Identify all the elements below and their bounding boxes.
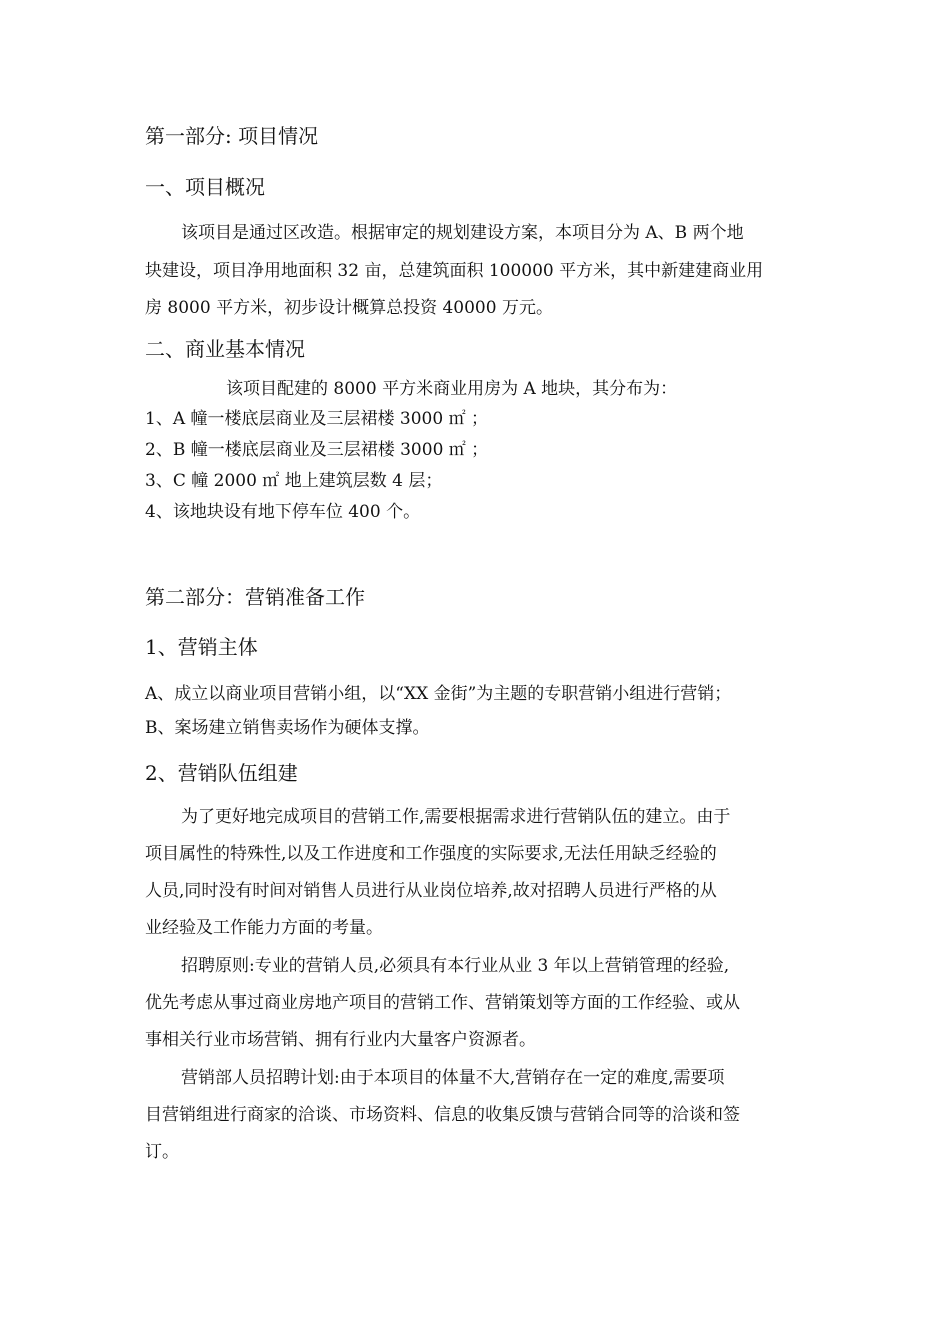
paragraph-line: 人员,同时没有时间对销售人员进行从业岗位培养,故对招聘人员进行严格的从 (145, 881, 717, 901)
part1-title: 第一部分: 项目情况 (145, 124, 319, 148)
list-item: 4、该地块设有地下停车位 400 个。 (145, 502, 421, 522)
paragraph-line: 优先考虑从事过商业房地产项目的营销工作、营销策划等方面的工作经验、或从 (145, 993, 740, 1013)
paragraph-line: 营销部人员招聘计划:由于本项目的体量不大,营销存在一定的难度,需要项 (181, 1068, 725, 1088)
paragraph-line: 目营销组进行商家的洽谈、市场资料、信息的收集反馈与营销合同等的洽谈和签 (145, 1105, 740, 1125)
section-heading-business-basics: 二、商业基本情况 (145, 337, 305, 361)
paragraph-line: 房 8000 平方米，初步设计概算总投资 40000 万元。 (145, 298, 553, 318)
list-item: 3、C 幢 2000 ㎡ 地上建筑层数 4 层； (145, 471, 443, 491)
list-item: 1、A 幢一楼底层商业及三层裙楼 3000 ㎡ ； (145, 409, 488, 429)
paragraph-line: 事相关行业市场营销、拥有行业内大量客户资源者。 (145, 1030, 536, 1050)
list-item: 2、B 幢一楼底层商业及三层裙楼 3000 ㎡ ； (145, 440, 489, 460)
part2-title: 第二部分：营销准备工作 (145, 585, 365, 609)
paragraph-line: 招聘原则:专业的营销人员,必须具有本行业从业 3 年以上营销管理的经验, (181, 956, 730, 976)
section-heading-marketing-team: 2、营销队伍组建 (145, 761, 298, 785)
paragraph-line: 块建设，项目净用地面积 32 亩，总建筑面积 100000 平方米，其中新建建商业用 (145, 261, 764, 281)
paragraph-line: 该项目配建的 8000 平方米商业用房为 A 地块，其分布为： (226, 379, 678, 399)
section-heading-project-overview: 一、项目概况 (145, 175, 265, 199)
paragraph-line: 该项目是通过区改造。根据审定的规划建设方案，本项目分为 A、B 两个地 (181, 223, 744, 243)
paragraph-line: 为了更好地完成项目的营销工作,需要根据需求进行营销队伍的建立。由于 (181, 807, 731, 827)
list-item: A、成立以商业项目营销小组，以“XX 金街”为主题的专职营销小组进行营销； (145, 684, 732, 704)
paragraph-line: 订。 (145, 1142, 179, 1162)
list-item: B、案场建立销售卖场作为硬体支撑。 (145, 718, 430, 738)
section-heading-marketing-entity: 1、营销主体 (145, 635, 258, 659)
paragraph-line: 业经验及工作能力方面的考量。 (145, 918, 383, 938)
paragraph-line: 项目属性的特殊性,以及工作进度和工作强度的实际要求,无法任用缺乏经验的 (145, 844, 717, 864)
